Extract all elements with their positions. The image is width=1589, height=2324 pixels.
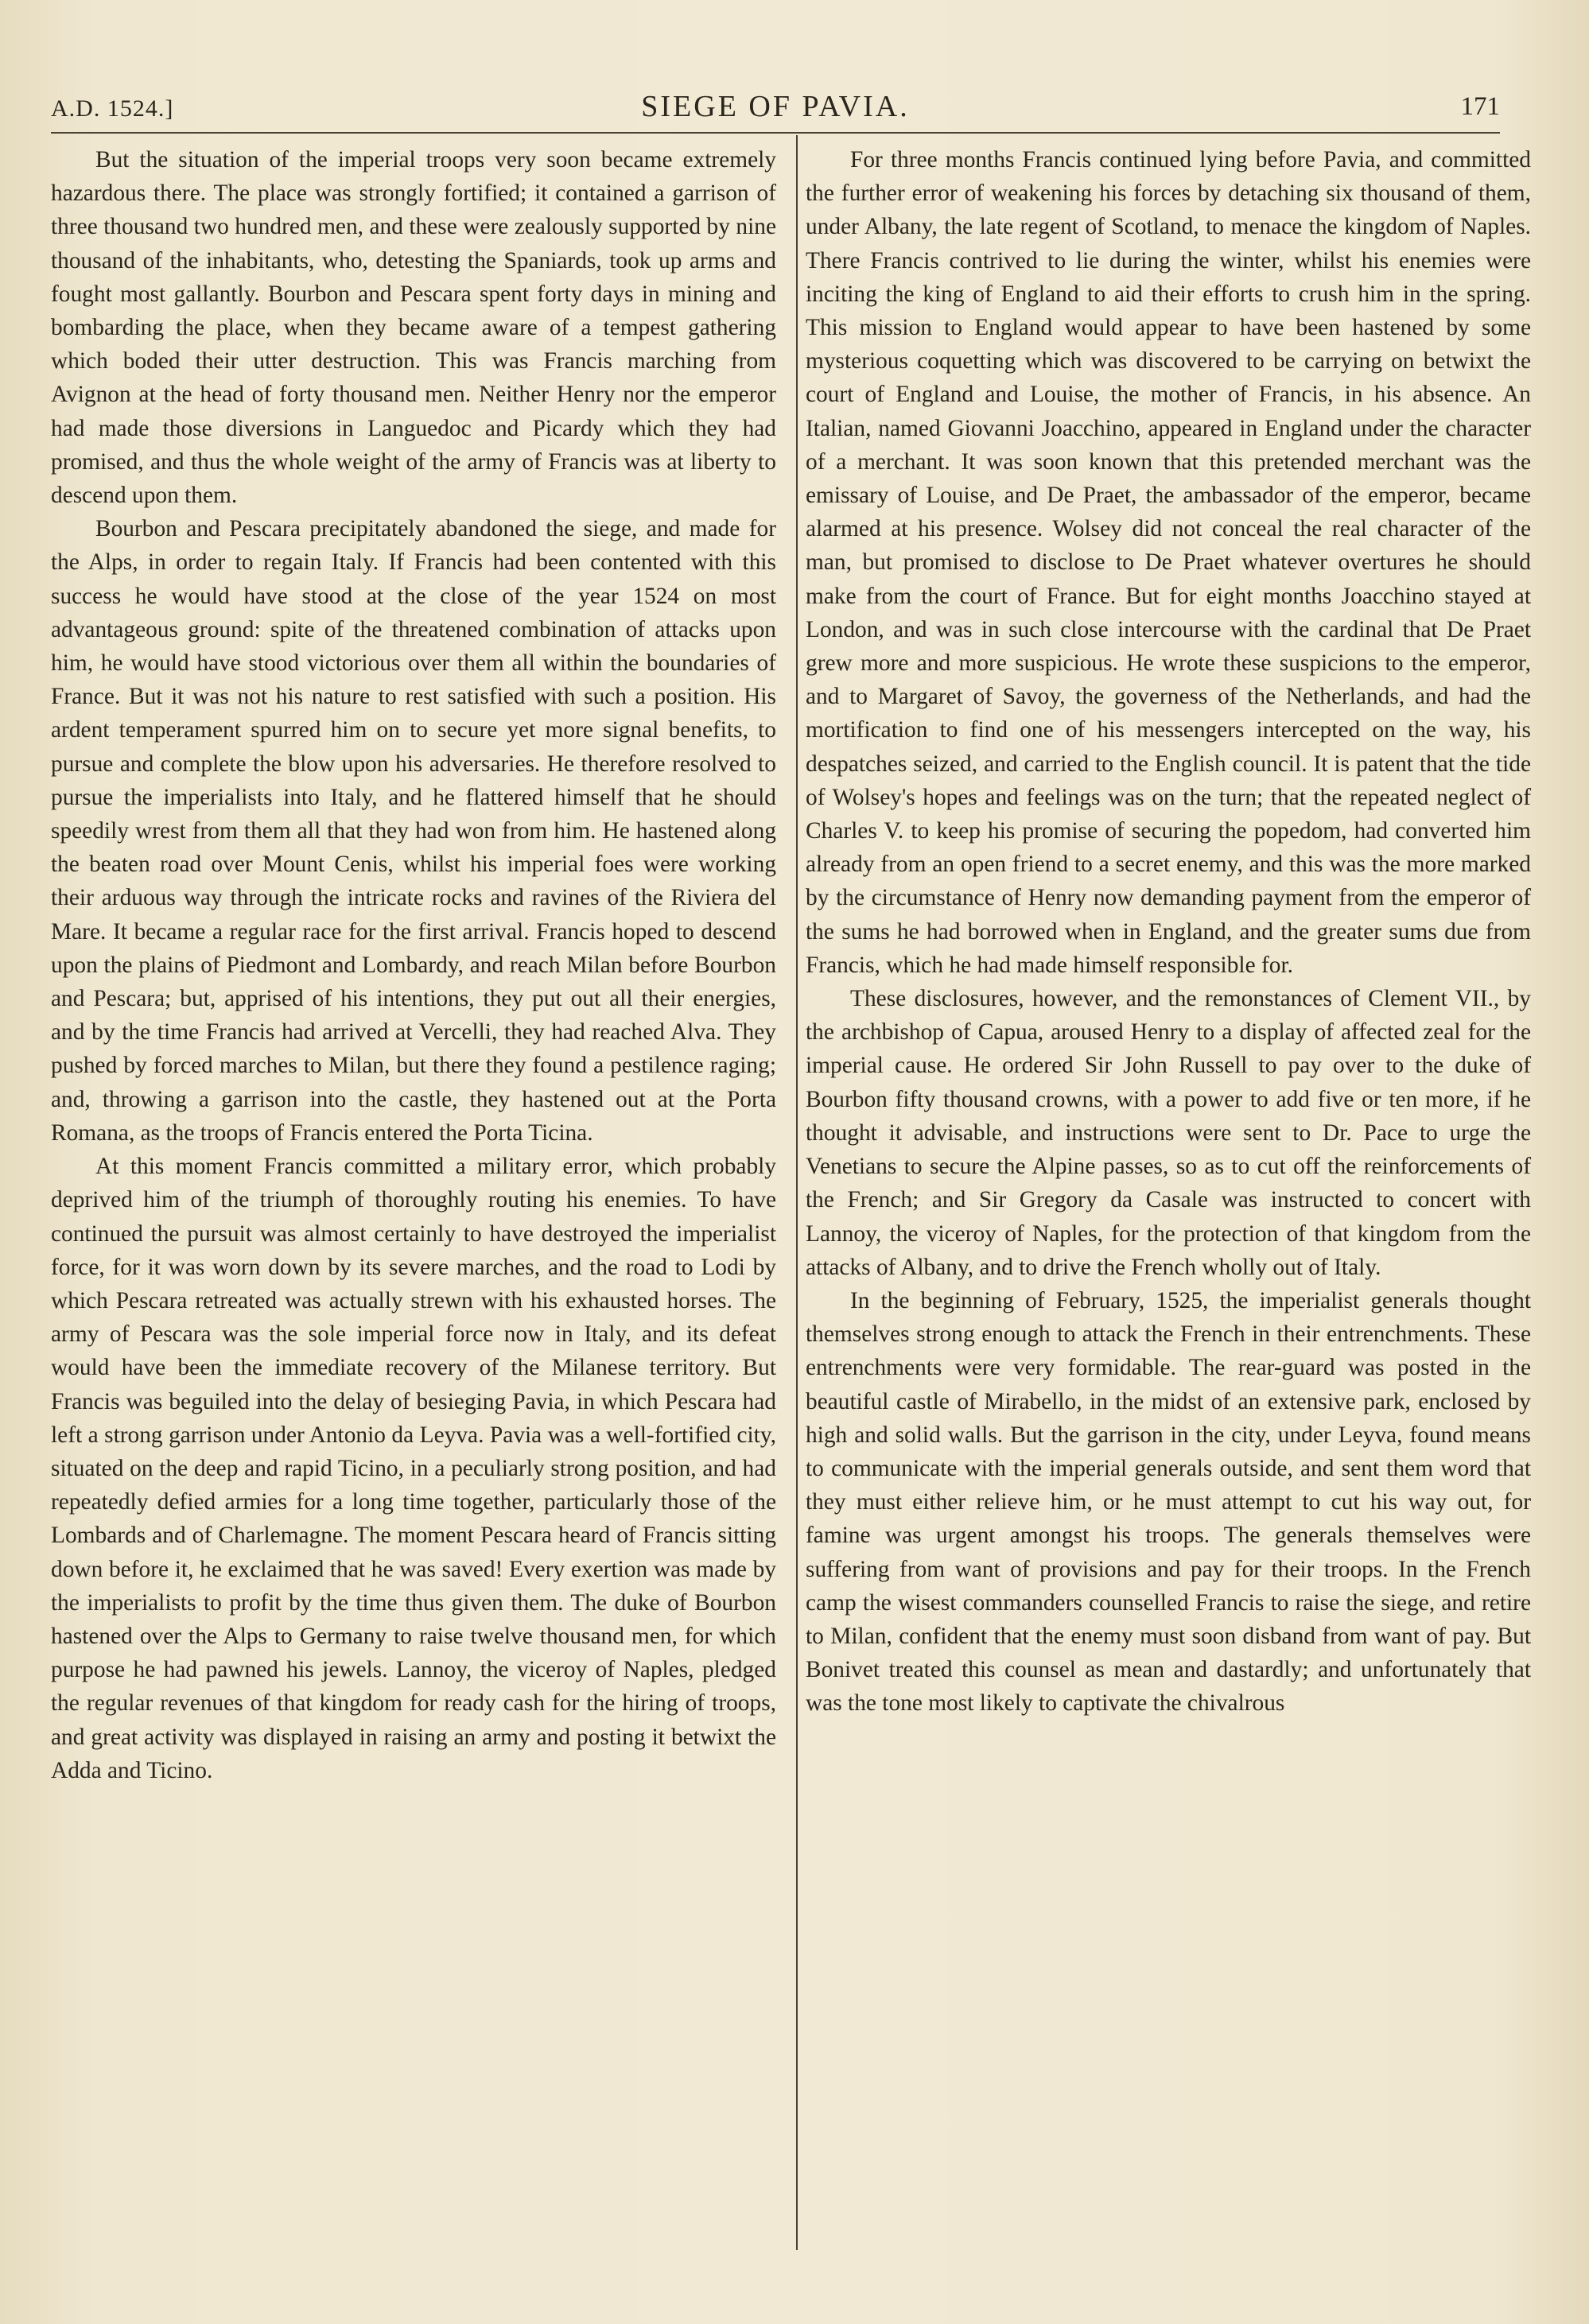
paragraph: These disclosures, however, and the remonstances of Clement VII., by the archbishop of Capua, aroused Henry to a display of affected zeal for the imperial cause. He ordered Sir John Russell to pay over to the duke of Bourbon fifty thousand crowns, with a power to add five or ten more, if he thought it advisable, and instructions were sent to Dr. Pace to urge the Venetians to secure the Alpine passes, so as to cut off the reinforcements of the French; and Sir Gregory da Casale was instructed to concert with Lannoy, the viceroy of Naples, for the protection of that kingdom from the attacks of Albany, and to drive the French wholly out of Italy. — [806, 986, 1531, 1280]
paragraph: Bourbon and Pescara precipitately abandoned the siege, and made for the Alps, in order to regain Italy. If Francis had been contented with this success he would have stood at the close of the year 1524 on most advantageous ground: spite of the threatened combination of attacks upon him, he would have stood victorious over them all within the boundaries of France. But it was not his nature to rest satisfied with such a position. His ardent temperament spurred him on to secure yet more signal benefits, to pursue and complete the blow upon his adversaries. He therefore resolved to pursue the imperialists into Italy, and he flattered himself that he should speedily wrest from them all that they had won from him. He hastened along the beaten road over Mount Cenis, whilst his imperial foes were working their arduous way through the intricate rocks and ravines of the Riviera del Mare. It became a regular race for the first arrival. Francis hoped to descend upon the plains of Piedmont and Lombardy, and reach Milan before Bourbon and Pescara; but, apprised of his intentions, they put out all their energies, and by the time Francis had arrived at Vercelli, they had reached Alva. They pushed by forced marches to Milan, but there they found a pestilence raging; and, throwing a garrison into the castle, they hastened out at the Porta Romana, as the troops of Francis entered the Porta Ticina. — [51, 516, 776, 1146]
paragraph: In the beginning of February, 1525, the imperialist generals thought themselves strong enough to attack the French in their entrenchments. These entrenchments were very formidable. The rear-guard was posted in the beautiful castle of Mirabello, in the midst of an extensive park, enclosed by high and solid walls. But the garrison in the city, under Leyva, found means to communicate with the imperial generals outside, and sent them word that they must either relieve him, or he must attempt to cut his way out, for famine was urgent amongst his troops. The generals themselves were suffering from want of provisions and pay for their troops. In the French camp the wisest commanders counselled Francis to raise the siege, and retire to Milan, confident that the enemy must soon disband from want of pay. But Bonivet treated this counsel as mean and dastardly; and unfortunately that was the tone most likely to captivate the chivalrous — [806, 1287, 1531, 1717]
left-column — [51, 143, 776, 1787]
header-title: SIEGE OF PAVIA. — [641, 90, 910, 123]
paragraph: For three months Francis continued lying before Pavia, and committed the further error of weakening his forces by detaching six thousand of them, under Albany, the late regent of Scotland, to menace the kingdom of Naples. There Francis contrived to lie during the winter, whilst his enemies were inciting the king of England to aid their efforts to crush him in the spring. This mission to England would appear to have been hastened by some mysterious coquetting which was discovered to be carrying on betwixt the court of England and Louise, the mother of Francis, in his absence. An Italian, named Giovanni Joacchino, appeared in England under the character of a merchant. It was soon known that this pretended merchant was the emissary of Louise, and De Praet, the ambassador of the emperor, became alarmed at his presence. Wolsey did not conceal the real character of the man, but promised to disclose to De Praet whatever overtures he should make from the court of France. But for eight months Joacchino stayed at London, and was in such close intercourse with the cardinal that De Praet grew more and more suspicious. He wrote these suspicions to the emperor, and to Margaret of Savoy, the governess of the Netherlands, and had the mortification to find one of his messengers intercepted on the way, his despatches seized, and carried to the English council. It is patent that the tide of Wolsey's hopes and feelings was on the turn; that the repeated neglect of Charles V. to keep his promise of securing the popedom, had converted him already from an open friend to a secret enemy, and this was the more marked by the circumstance of Henry now demanding payment from the emperor of the sums he had borrowed when in England, and the greater sums due from Francis, which he had made himself responsible for. — [806, 147, 1531, 978]
header-date: A.D. 1524.] — [51, 95, 174, 122]
header-rule — [51, 132, 1500, 134]
running-header — [51, 89, 1500, 130]
page-number: 171 — [1460, 92, 1500, 121]
paragraph: But the situation of the imperial troops very soon became extremely hazardous there. The place was strongly fortified; it contained a garrison of three thousand two hundred men, and these were zealously supported by nine thousand of the inhabitants, who, detesting the Spaniards, took up arms and fought most gallantly. Bourbon and Pescara spent forty days in mining and bombarding the place, when they became aware of a tempest gathering which boded their utter destruction. This was Francis marching from Avignon at the head of forty thousand men. Neither Henry nor the emperor had made those diversions in Languedoc and Picardy which they had promised, and thus the whole weight of the army of Francis was at liberty to descend upon them. — [51, 147, 776, 509]
paragraph: At this moment Francis committed a military error, which probably deprived him of the triumph of thoroughly routing his enemies. To have continued the pursuit was almost certainly to have destroyed the imperialist force, for it was worn down by its severe marches, and the road to Lodi by which Pescara retreated was actually strewn with his exhausted horses. The army of Pescara was the sole imperial force now in Italy, and its defeat would have been the immediate recovery of the Milanese territory. But Francis was beguiled into the delay of besieging Pavia, in which Pescara had left a strong garrison under Antonio da Leyva. Pavia was a well-fortified city, situated on the deep and rapid Ticino, in a peculiarly strong position, and had repeatedly defied armies for a long time together, particularly those of the Lombards and of Charlemagne. The moment Pescara heard of Francis sitting down before it, he exclaimed that he was saved! Every exertion was made by the imperialists to profit by the time thus given them. The duke of Bourbon hastened over the Alps to Germany to raise twelve thousand men, for which purpose he had pawned his jewels. Lannoy, the viceroy of Naples, pledged the regular revenues of that kingdom for ready cash for the hiring of troops, and great activity was displayed in raising an army and posting it betwixt the Adda and Ticino. — [51, 1154, 776, 1783]
right-column — [806, 143, 1531, 1721]
column-divider — [796, 135, 798, 2250]
